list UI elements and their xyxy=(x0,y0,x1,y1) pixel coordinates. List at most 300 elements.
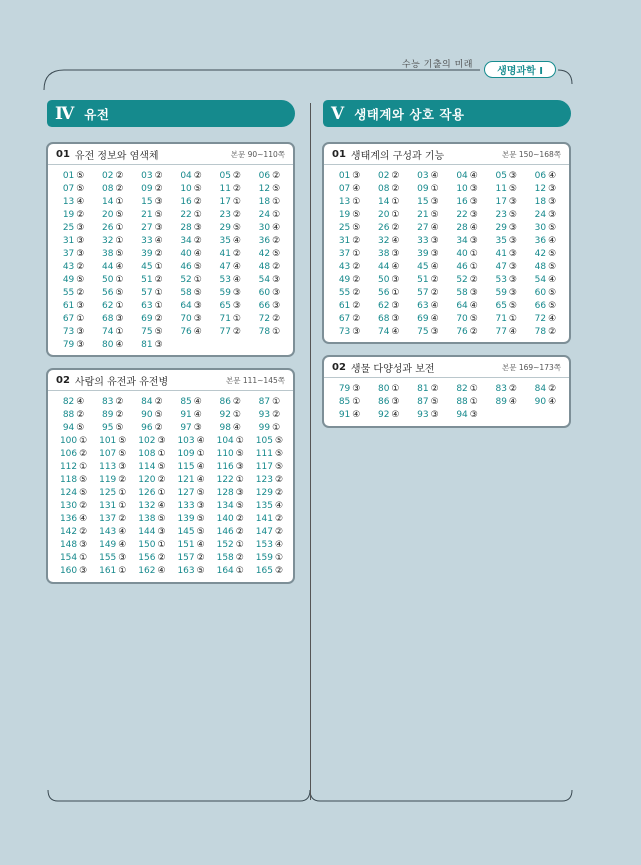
answer-item xyxy=(54,409,93,422)
question-number: 30 xyxy=(258,223,271,233)
answer-item xyxy=(172,287,211,300)
answer-choice: ② xyxy=(193,236,202,246)
question-number: 28 xyxy=(180,223,192,233)
question-number: 68 xyxy=(377,314,390,324)
answer-item xyxy=(448,396,487,409)
question-number: 92 xyxy=(219,410,231,420)
answer-choice: ④ xyxy=(548,171,557,181)
answer-item xyxy=(132,435,171,448)
answer-item xyxy=(487,313,526,326)
question-number: 35 xyxy=(495,236,507,246)
answer-choice: ② xyxy=(193,197,202,207)
answer-choice: ① xyxy=(391,384,400,394)
question-number: 38 xyxy=(377,249,390,259)
question-number: 61 xyxy=(338,301,351,311)
question-number: 56 xyxy=(101,288,114,298)
answer-choice: ② xyxy=(118,514,127,524)
question-number: 118 xyxy=(59,475,78,485)
answer-choice: ③ xyxy=(193,301,202,311)
answer-choice: ⑤ xyxy=(548,249,557,259)
answer-item xyxy=(54,209,93,222)
chapter-numeral: Ⅴ xyxy=(331,103,345,124)
answer-item xyxy=(54,326,93,339)
answer-choice: ② xyxy=(154,423,163,433)
question-number: 16 xyxy=(180,197,192,207)
answer-choice: ① xyxy=(157,540,166,550)
chapter-iv-banner xyxy=(47,100,295,127)
answer-choice: ③ xyxy=(469,197,478,207)
answer-choice: ⑤ xyxy=(196,514,205,524)
answer-choice: ④ xyxy=(508,397,517,407)
answer-item xyxy=(132,526,171,539)
answer-choice: ③ xyxy=(235,462,244,472)
question-number: 08 xyxy=(377,184,390,194)
question-number: 122 xyxy=(216,475,234,485)
section-title: 유전 정보와 염색체 xyxy=(74,150,159,162)
answer-choice: ⑤ xyxy=(76,423,85,433)
answer-choice: ① xyxy=(76,314,85,324)
question-number: 89 xyxy=(101,410,114,420)
answer-choice: ⑤ xyxy=(193,262,202,272)
question-number: 114 xyxy=(138,462,156,472)
answer-choice: ② xyxy=(154,314,163,324)
answer-choice: ⑤ xyxy=(154,210,163,220)
answer-choice: ① xyxy=(235,475,244,485)
answer-choice: ③ xyxy=(118,462,127,472)
question-number: 19 xyxy=(338,210,351,220)
answer-item xyxy=(172,235,211,248)
answer-choice: ② xyxy=(115,171,124,181)
question-number: 40 xyxy=(180,249,192,259)
answer-choice: ① xyxy=(154,301,163,311)
answer-item xyxy=(526,396,565,409)
answer-choice: ⑤ xyxy=(508,210,517,220)
answer-choice: ② xyxy=(272,262,281,272)
question-number: 48 xyxy=(534,262,547,272)
answer-choice: ④ xyxy=(430,171,439,181)
answer-item xyxy=(250,513,289,526)
answer-item xyxy=(172,552,211,565)
answer-item xyxy=(172,209,211,222)
question-number: 143 xyxy=(99,527,117,537)
answer-item xyxy=(93,409,132,422)
chapter-numeral: Ⅳ xyxy=(55,103,75,124)
answer-choice: ② xyxy=(76,262,85,272)
question-number: 87 xyxy=(417,397,429,407)
answer-choice: ⑤ xyxy=(76,184,85,194)
question-number: 66 xyxy=(534,301,547,311)
question-number: 64 xyxy=(456,301,468,311)
question-number: 85 xyxy=(180,397,192,407)
answer-choice: ① xyxy=(232,197,241,207)
question-number: 43 xyxy=(338,262,351,272)
answer-item xyxy=(526,209,565,222)
answer-item xyxy=(172,474,211,487)
answer-item xyxy=(54,261,93,274)
answer-choice: ② xyxy=(469,275,478,285)
answer-choice: ⑤ xyxy=(430,397,439,407)
question-number: 07 xyxy=(338,184,351,194)
answer-item xyxy=(93,487,132,500)
answer-item xyxy=(448,261,487,274)
answer-choice: ① xyxy=(508,314,517,324)
question-number: 31 xyxy=(62,236,75,246)
question-number: 51 xyxy=(417,275,429,285)
question-number: 93 xyxy=(417,410,429,420)
answer-choice: ② xyxy=(232,327,241,337)
question-number: 68 xyxy=(101,314,114,324)
question-number: 74 xyxy=(377,327,390,337)
answer-choice: ③ xyxy=(235,488,244,498)
question-number: 77 xyxy=(219,327,231,337)
answer-choice: ③ xyxy=(76,236,85,246)
question-number: 02 xyxy=(101,171,114,181)
answer-choice: ② xyxy=(430,275,439,285)
answer-item xyxy=(54,448,93,461)
answer-choice: ④ xyxy=(391,236,400,246)
question-number: 88 xyxy=(62,410,75,420)
question-number: 162 xyxy=(138,566,156,576)
answer-item xyxy=(330,209,369,222)
answer-item xyxy=(211,552,250,565)
answer-item xyxy=(250,396,289,409)
question-number: 73 xyxy=(338,327,351,337)
answer-item xyxy=(54,513,93,526)
answer-item xyxy=(369,396,408,409)
answer-item xyxy=(369,326,408,339)
answer-item xyxy=(330,196,369,209)
answer-item xyxy=(172,248,211,261)
question-number: 99 xyxy=(258,423,271,433)
answer-choice: ② xyxy=(352,301,361,311)
answer-item xyxy=(132,396,171,409)
question-number: 86 xyxy=(219,397,231,407)
answer-item xyxy=(526,248,565,261)
answer-item xyxy=(250,235,289,248)
question-number: 146 xyxy=(216,527,234,537)
question-number: 79 xyxy=(338,384,351,394)
answer-item xyxy=(172,222,211,235)
answer-choice: ④ xyxy=(548,314,557,324)
question-number: 62 xyxy=(377,301,390,311)
answer-item xyxy=(132,326,171,339)
answer-item xyxy=(172,300,211,313)
answer-item xyxy=(330,396,369,409)
answer-grid xyxy=(324,378,569,422)
answer-item xyxy=(250,422,289,435)
answer-choice: ① xyxy=(196,449,205,459)
answer-item xyxy=(526,170,565,183)
question-number: 32 xyxy=(377,236,390,246)
answer-item xyxy=(93,313,132,326)
answer-item xyxy=(172,274,211,287)
answer-item xyxy=(250,409,289,422)
answer-choice: ④ xyxy=(548,397,557,407)
answer-item xyxy=(172,313,211,326)
answer-item xyxy=(172,539,211,552)
answer-choice: ③ xyxy=(352,327,361,337)
answer-choice: ④ xyxy=(469,301,478,311)
answer-item xyxy=(93,274,132,287)
answer-card-genetic-info xyxy=(46,142,295,357)
answer-choice: ③ xyxy=(76,249,85,259)
answer-item xyxy=(526,274,565,287)
answer-item xyxy=(408,248,447,261)
question-number: 100 xyxy=(59,436,78,446)
answer-item xyxy=(132,196,171,209)
question-number: 11 xyxy=(219,184,231,194)
answer-choice: ⑤ xyxy=(79,475,88,485)
answer-choice: ② xyxy=(352,275,361,285)
question-number: 49 xyxy=(338,275,351,285)
question-number: 42 xyxy=(258,249,271,259)
answer-choice: ② xyxy=(508,384,517,394)
answer-item xyxy=(250,300,289,313)
answer-item xyxy=(448,313,487,326)
answer-item xyxy=(369,183,408,196)
answer-item xyxy=(250,248,289,261)
answer-choice: ④ xyxy=(469,171,478,181)
answer-choice: ② xyxy=(232,184,241,194)
answer-choice: ③ xyxy=(548,184,557,194)
answer-item xyxy=(330,183,369,196)
answer-item xyxy=(93,196,132,209)
answer-choice: ④ xyxy=(548,236,557,246)
answer-item xyxy=(172,422,211,435)
answer-item xyxy=(132,183,171,196)
answer-choice: ③ xyxy=(430,197,439,207)
question-number: 148 xyxy=(59,540,78,550)
answer-choice: ① xyxy=(79,462,88,472)
answer-choice: ② xyxy=(391,184,400,194)
answer-choice: ③ xyxy=(391,397,400,407)
question-number: 93 xyxy=(258,410,271,420)
answer-choice: ④ xyxy=(548,275,557,285)
answer-choice: ① xyxy=(115,301,124,311)
answer-choice: ② xyxy=(232,397,241,407)
answer-choice: ④ xyxy=(430,314,439,324)
question-number: 78 xyxy=(534,327,547,337)
question-number: 60 xyxy=(258,288,271,298)
answer-choice: ④ xyxy=(232,236,241,246)
question-number: 15 xyxy=(417,197,429,207)
answer-choice: ② xyxy=(115,397,124,407)
answer-choice: ② xyxy=(235,527,244,537)
answer-choice: ⑤ xyxy=(157,462,166,472)
answer-item xyxy=(250,487,289,500)
question-number: 67 xyxy=(338,314,351,324)
answer-choice: ⑤ xyxy=(115,210,124,220)
answer-item xyxy=(132,261,171,274)
answer-choice: ④ xyxy=(430,262,439,272)
answer-item xyxy=(408,313,447,326)
answer-item xyxy=(448,209,487,222)
answer-item xyxy=(330,313,369,326)
answer-choice: ② xyxy=(274,475,284,485)
answer-choice: ① xyxy=(232,410,241,420)
answer-choice: ③ xyxy=(508,223,517,233)
question-number: 112 xyxy=(59,462,78,472)
answer-choice: ③ xyxy=(118,553,127,563)
answer-choice: ⑤ xyxy=(548,223,557,233)
question-number: 28 xyxy=(456,223,468,233)
answer-item xyxy=(172,565,211,578)
answer-item xyxy=(132,487,171,500)
question-number: 88 xyxy=(456,397,468,407)
question-number: 106 xyxy=(59,449,78,459)
answer-item xyxy=(54,274,93,287)
question-number: 18 xyxy=(534,197,547,207)
answer-choice: ① xyxy=(115,275,124,285)
answer-item xyxy=(54,435,93,448)
answer-choice: ④ xyxy=(193,249,202,259)
answer-choice: ① xyxy=(157,488,166,498)
answer-choice: ③ xyxy=(508,288,517,298)
answer-item xyxy=(408,274,447,287)
question-number: 151 xyxy=(177,540,195,550)
answer-choice: ③ xyxy=(469,236,478,246)
question-number: 65 xyxy=(219,301,231,311)
answer-item xyxy=(211,274,250,287)
answer-choice: ① xyxy=(232,314,241,324)
question-number: 157 xyxy=(177,553,195,563)
answer-item xyxy=(93,183,132,196)
answer-item xyxy=(448,183,487,196)
answer-item xyxy=(211,500,250,513)
answer-choice: ① xyxy=(115,223,124,233)
answer-choice: ③ xyxy=(430,249,439,259)
question-number: 82 xyxy=(456,384,468,394)
answer-choice: ① xyxy=(154,288,163,298)
answer-item xyxy=(172,500,211,513)
answer-choice: ① xyxy=(352,397,361,407)
answer-item xyxy=(369,196,408,209)
answer-item xyxy=(54,526,93,539)
answer-item xyxy=(211,513,250,526)
answer-item xyxy=(93,461,132,474)
question-number: 56 xyxy=(377,288,390,298)
question-number: 164 xyxy=(216,566,234,576)
answer-item xyxy=(369,261,408,274)
question-number: 70 xyxy=(456,314,468,324)
answer-choice: ④ xyxy=(391,327,400,337)
question-number: 09 xyxy=(417,184,429,194)
answer-item xyxy=(54,422,93,435)
answer-item xyxy=(250,222,289,235)
answer-item xyxy=(250,565,289,578)
answer-item xyxy=(487,222,526,235)
answer-choice: ② xyxy=(157,553,166,563)
answer-choice: ② xyxy=(235,553,244,563)
question-number: 57 xyxy=(417,288,429,298)
answer-choice: ③ xyxy=(193,223,202,233)
answer-choice: ① xyxy=(235,540,244,550)
answer-choice: ① xyxy=(235,566,244,576)
answer-item xyxy=(132,500,171,513)
answer-choice: ⑤ xyxy=(76,275,85,285)
answer-item xyxy=(369,313,408,326)
answer-choice: ② xyxy=(352,262,361,272)
answer-choice: ③ xyxy=(115,314,124,324)
answer-choice: ④ xyxy=(154,236,163,246)
answer-choice: ② xyxy=(154,171,163,181)
answer-choice: ⑤ xyxy=(469,314,478,324)
answer-item xyxy=(211,435,250,448)
answer-item xyxy=(132,539,171,552)
answer-choice: ① xyxy=(469,397,478,407)
answer-item xyxy=(211,209,250,222)
answer-choice: ③ xyxy=(430,327,439,337)
answer-choice: ⑤ xyxy=(272,249,281,259)
answer-choice: ③ xyxy=(76,301,85,311)
answer-item xyxy=(448,170,487,183)
question-number: 47 xyxy=(219,262,231,272)
question-number: 09 xyxy=(141,184,153,194)
question-number: 72 xyxy=(534,314,547,324)
question-number: 97 xyxy=(180,423,192,433)
answer-item xyxy=(211,313,250,326)
question-number: 04 xyxy=(456,171,468,181)
question-number: 145 xyxy=(177,527,195,537)
answer-item xyxy=(172,409,211,422)
answer-choice: ① xyxy=(272,197,281,207)
question-number: 42 xyxy=(534,249,547,259)
answer-item xyxy=(448,383,487,396)
answer-item xyxy=(250,526,289,539)
answer-item xyxy=(93,539,132,552)
answer-item xyxy=(369,248,408,261)
answer-item xyxy=(132,313,171,326)
answer-choice: ① xyxy=(272,423,281,433)
answer-item xyxy=(408,170,447,183)
answer-item xyxy=(526,222,565,235)
question-number: 102 xyxy=(138,436,156,446)
section-number: 01 xyxy=(56,148,70,160)
answer-choice: ① xyxy=(235,436,244,446)
question-number: 49 xyxy=(62,275,75,285)
question-number: 48 xyxy=(258,262,271,272)
question-number: 08 xyxy=(101,184,114,194)
answer-item xyxy=(93,422,132,435)
answer-item xyxy=(132,209,171,222)
question-number: 23 xyxy=(495,210,507,220)
answer-item xyxy=(211,474,250,487)
question-number: 73 xyxy=(62,327,75,337)
answer-choice: ③ xyxy=(193,423,202,433)
answer-choice: ③ xyxy=(508,249,517,259)
answer-item xyxy=(330,300,369,313)
question-number: 90 xyxy=(141,410,153,420)
answer-choice: ⑤ xyxy=(235,501,244,511)
question-number: 134 xyxy=(216,501,234,511)
answer-item xyxy=(448,248,487,261)
answer-item xyxy=(54,474,93,487)
answer-item xyxy=(172,448,211,461)
answer-choice: ④ xyxy=(157,501,166,511)
question-number: 34 xyxy=(456,236,468,246)
answer-choice: ① xyxy=(193,275,202,285)
question-number: 52 xyxy=(180,275,192,285)
question-number: 85 xyxy=(338,397,351,407)
answer-item xyxy=(250,261,289,274)
answer-choice: ② xyxy=(157,475,166,485)
chapter-title: 생태계와 상호 작용 xyxy=(354,106,465,122)
answer-item xyxy=(369,274,408,287)
answer-item xyxy=(487,300,526,313)
answer-choice: ③ xyxy=(272,288,281,298)
answer-item xyxy=(526,300,565,313)
answer-item xyxy=(330,248,369,261)
